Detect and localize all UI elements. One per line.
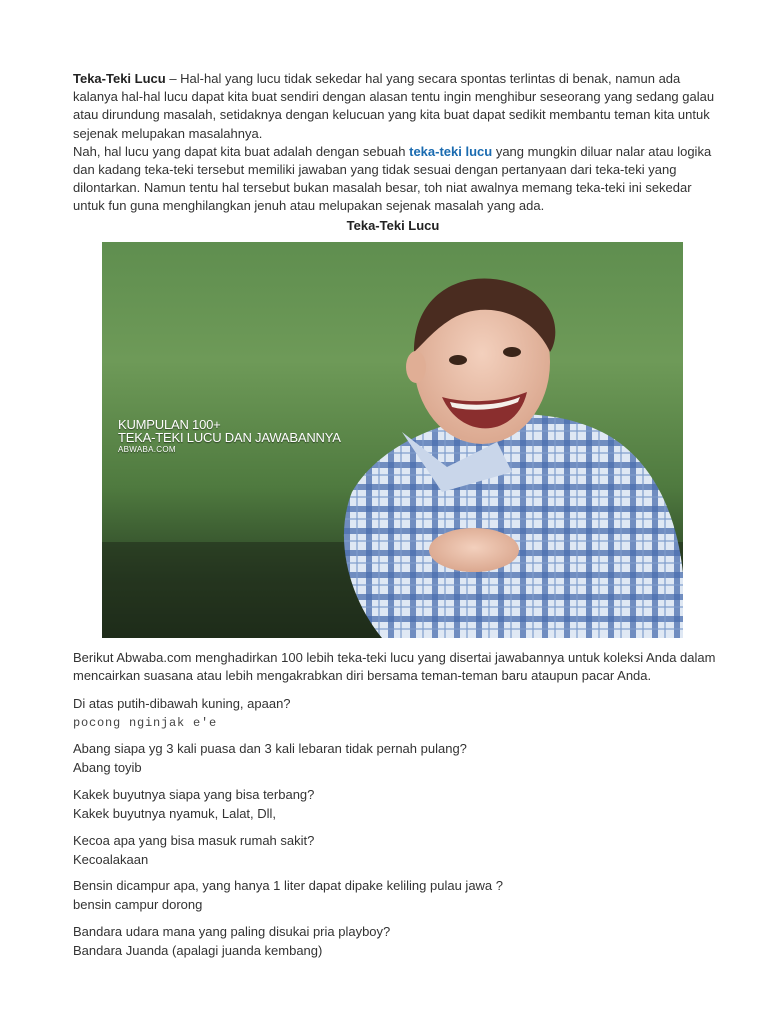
question-text: Bandara udara mana yang paling disukai pria playboy?: [73, 924, 391, 939]
teka-teki-lucu-link[interactable]: teka-teki lucu: [409, 143, 493, 159]
body-paragraph-text: Berikut Abwaba.com menghadirkan 100 lebih teka-teki lucu yang disertai jawabannya untuk koleksi Anda dalam mencairkan suasana atau lebih mengakrabkan diri bersama teman-teman baru ataupun pacar Anda.: [73, 650, 716, 684]
image-overlay-text: [118, 418, 341, 456]
baby-photo: [102, 242, 683, 638]
answer-text: Abang toyib: [73, 759, 142, 775]
question-text: Abang siapa yg 3 kali puasa dan 3 kali lebaran tidak pernah pulang?: [73, 741, 467, 756]
qa-item: [73, 877, 713, 914]
answer-text: pocong nginjak e'e: [73, 715, 218, 730]
overlay-line-1: KUMPULAN 100+: [118, 417, 221, 432]
intro-lead-text: – Hal-hal yang lucu tidak sekedar hal yang secara spontas terlintas di benak, namun ada kalanya hal-hal lucu dapat kita buat sendiri dengan alasan tentu ingin menghibur seseorang yang sedang galau atau dirundung masalah, setidaknya dengan kelucuan yang kita buat dapat sedikit membantu teman kita untuk sejenak melupakan masalahnya.: [73, 71, 715, 141]
answer-text: Kecoalakaan: [73, 851, 149, 867]
answer-text: bensin campur dorong: [73, 896, 203, 912]
overlay-line-2: TEKA-TEKI LUCU DAN JAWABANNYA: [118, 430, 341, 445]
intro-lead-bold: Teka-Teki Lucu: [73, 71, 166, 86]
image-caption: Teka-Teki Lucu: [346, 218, 440, 233]
intro-paragraph-2: [73, 143, 718, 216]
qa-item: [73, 832, 713, 869]
question-text: Di atas putih-dibawah kuning, apaan?: [73, 696, 291, 711]
qa-item: [73, 786, 713, 823]
qa-item: [73, 695, 713, 732]
question-text: Kecoa apa yang bisa masuk rumah sakit?: [73, 833, 315, 848]
question-text: Bensin dicampur apa, yang hanya 1 liter dapat dipake keliling pulau jawa ?: [73, 878, 504, 893]
intro-p2-before: Nah, hal lucu yang dapat kita buat adalah dengan sebuah: [73, 143, 410, 159]
answer-text: Kakek buyutnya nyamuk, Lalat, Dll,: [73, 805, 277, 821]
overlay-line-3: ABWABA.COM: [118, 445, 176, 454]
intro-paragraph-1: [73, 70, 718, 143]
qa-item: [73, 740, 713, 777]
question-text: Kakek buyutnya siapa yang bisa terbang?: [73, 787, 315, 802]
intro-section: [73, 70, 718, 216]
qa-item: [73, 923, 713, 960]
answer-text: Bandara Juanda (apalagi juanda kembang): [73, 942, 323, 958]
intro-p2-after: yang mungkin diluar nalar atau logika dan kadang teka-teki tersebut memiliki jawaban yang tidak sesuai dengan pertanyaan dari teka-teki yang dilontarkan. Namun tentu hal tersebut bukan masalah besar, toh niat awalnya memang teka-teki ini sekedar untuk fun guna menghilangkan jenuh atau melupakan sejenak masalah yang ada.: [73, 143, 712, 214]
body-paragraph: [73, 649, 723, 686]
